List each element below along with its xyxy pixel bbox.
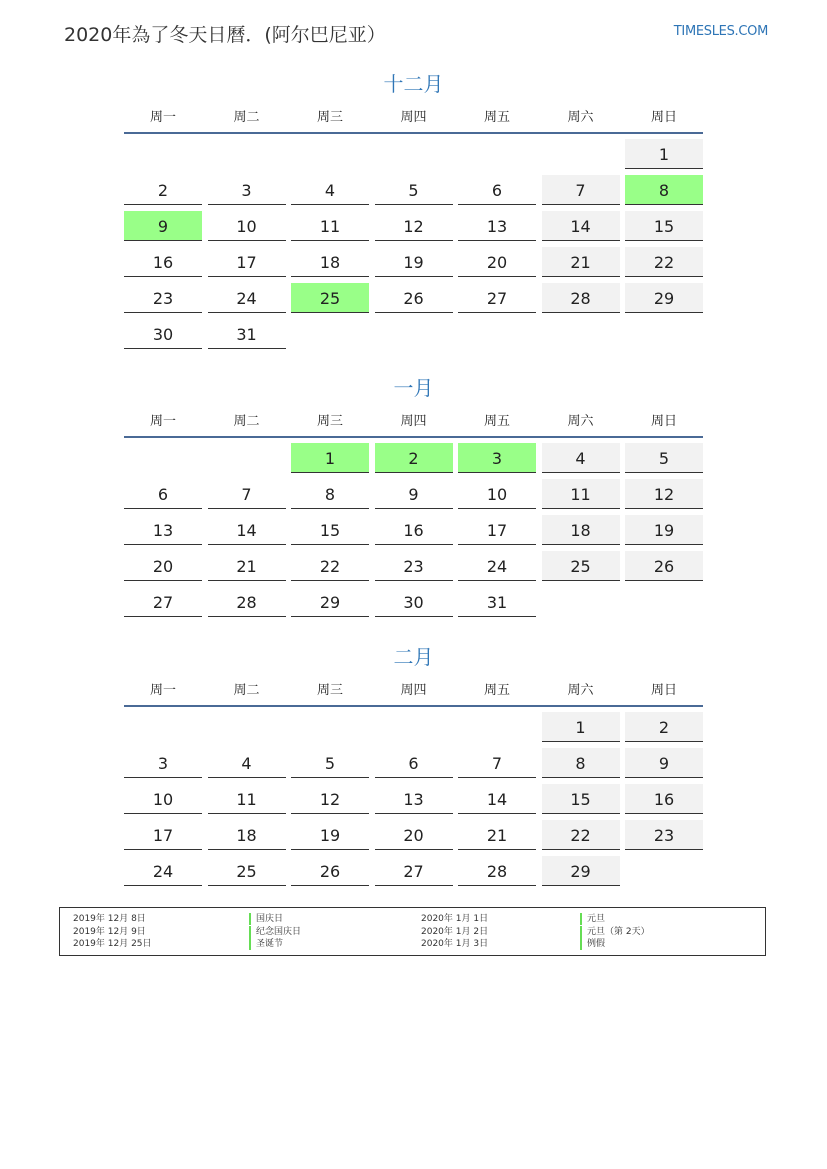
day-cell: 31 (208, 319, 286, 349)
day-cell: 27 (375, 856, 453, 886)
day-cell: 15 (625, 211, 703, 241)
day-cell: 17 (124, 820, 202, 850)
day-cell: 21 (208, 551, 286, 581)
day-cell: 13 (124, 515, 202, 545)
day-cell: 17 (458, 515, 536, 545)
day-cell: 16 (124, 247, 202, 277)
day-cell: 28 (208, 587, 286, 617)
month-title: 一月 (393, 376, 434, 400)
weekday-label: 周三 (316, 683, 343, 698)
day-cell: 1 (625, 139, 703, 169)
day-cell: 1 (542, 712, 620, 742)
weekday-label: 周一 (149, 414, 176, 429)
weekday-label: 周四 (400, 414, 427, 429)
day-cell: 20 (375, 820, 453, 850)
day-cell: 27 (124, 587, 202, 617)
day-cell: 22 (542, 820, 620, 850)
day-cell: 7 (542, 175, 620, 205)
month-title: 十二月 (383, 72, 444, 96)
weekday-label: 周三 (316, 110, 343, 125)
day-cell: 31 (458, 587, 536, 617)
weekday-label: 周五 (483, 683, 510, 698)
legend-date: 2019年 12月 25日 (73, 939, 152, 949)
day-cell: 23 (124, 283, 202, 313)
legend-date: 2019年 12月 9日 (73, 926, 146, 937)
day-cell: 11 (291, 211, 369, 241)
day-cell: 6 (458, 175, 536, 205)
legend-holiday-name: 例假 (580, 938, 605, 950)
month-february (124, 643, 703, 881)
day-cell: 6 (124, 479, 202, 509)
holiday-day-cell: 8 (625, 175, 703, 205)
day-cell: 23 (375, 551, 453, 581)
legend-holiday-name: 国庆日 (249, 913, 283, 925)
legend-date: 2020年 1月 3日 (421, 939, 489, 949)
holiday-day-cell: 3 (458, 443, 536, 473)
day-cell: 5 (375, 175, 453, 205)
day-cell: 22 (291, 551, 369, 581)
day-cell: 11 (542, 479, 620, 509)
weekday-label: 周一 (149, 110, 176, 125)
weekday-label: 周五 (483, 414, 510, 429)
day-cell: 24 (458, 551, 536, 581)
day-cell: 29 (542, 856, 620, 886)
day-cell: 5 (625, 443, 703, 473)
day-cell: 18 (208, 820, 286, 850)
day-cell: 16 (375, 515, 453, 545)
day-cell: 5 (291, 748, 369, 778)
legend-holiday-name: 元旦 (580, 913, 605, 925)
day-cell: 8 (291, 479, 369, 509)
day-cell: 11 (208, 784, 286, 814)
day-cell: 25 (208, 856, 286, 886)
day-cell: 18 (291, 247, 369, 277)
day-cell: 12 (625, 479, 703, 509)
weekday-header (124, 98, 703, 134)
day-cell: 3 (208, 175, 286, 205)
weekday-header (124, 402, 703, 438)
weekday-label: 周日 (650, 110, 677, 125)
day-cell: 29 (625, 283, 703, 313)
day-cell: 15 (291, 515, 369, 545)
holiday-legend (59, 907, 766, 956)
day-cell: 15 (542, 784, 620, 814)
day-cell: 4 (291, 175, 369, 205)
day-cell: 23 (625, 820, 703, 850)
day-cell: 26 (375, 283, 453, 313)
day-cell: 20 (124, 551, 202, 581)
day-cell: 20 (458, 247, 536, 277)
day-cell: 13 (458, 211, 536, 241)
day-cell: 9 (625, 748, 703, 778)
weekday-label: 周六 (567, 414, 594, 429)
weekday-label: 周二 (233, 414, 260, 429)
day-cell: 9 (375, 479, 453, 509)
legend-date: 2019年 12月 8日 (73, 914, 146, 924)
day-cell: 18 (542, 515, 620, 545)
day-cell: 3 (124, 748, 202, 778)
day-cell: 29 (291, 587, 369, 617)
holiday-day-cell: 9 (124, 211, 202, 241)
day-cell: 30 (375, 587, 453, 617)
legend-date: 2020年 1月 2日 (421, 926, 489, 937)
weekday-label: 周六 (567, 683, 594, 698)
day-cell: 30 (124, 319, 202, 349)
day-cell: 19 (625, 515, 703, 545)
day-cell: 26 (291, 856, 369, 886)
weekday-label: 周五 (483, 110, 510, 125)
legend-holiday-name: 圣诞节 (249, 938, 283, 950)
day-cell: 19 (375, 247, 453, 277)
day-cell: 21 (542, 247, 620, 277)
day-cell: 7 (458, 748, 536, 778)
site-link[interactable]: TIMESLES.COM (673, 24, 768, 39)
day-cell: 2 (625, 712, 703, 742)
day-cell: 10 (458, 479, 536, 509)
weekday-label: 周日 (650, 683, 677, 698)
weekday-label: 周日 (650, 414, 677, 429)
holiday-day-cell: 1 (291, 443, 369, 473)
day-cell: 21 (458, 820, 536, 850)
day-cell: 14 (542, 211, 620, 241)
day-cell: 27 (458, 283, 536, 313)
day-cell: 8 (542, 748, 620, 778)
day-cell: 12 (375, 211, 453, 241)
day-cell: 19 (291, 820, 369, 850)
month-december (124, 70, 703, 344)
weekday-label: 周四 (400, 683, 427, 698)
day-cell: 14 (458, 784, 536, 814)
weekday-header (124, 671, 703, 707)
legend-holiday-name: 元旦（第 2天） (580, 926, 650, 938)
weekday-label: 周二 (233, 110, 260, 125)
holiday-day-cell: 25 (291, 283, 369, 313)
day-cell: 10 (124, 784, 202, 814)
legend-holiday-name: 纪念国庆日 (249, 926, 301, 938)
day-cell: 22 (625, 247, 703, 277)
page-title: 2020年為了冬天日曆．(阿尔巴尼亚） (64, 24, 386, 46)
day-cell: 28 (458, 856, 536, 886)
weekday-label: 周三 (316, 414, 343, 429)
day-cell: 25 (542, 551, 620, 581)
weekday-label: 周二 (233, 683, 260, 698)
day-cell: 4 (542, 443, 620, 473)
month-title: 二月 (393, 645, 434, 669)
day-cell: 16 (625, 784, 703, 814)
day-cell: 4 (208, 748, 286, 778)
day-cell: 10 (208, 211, 286, 241)
weekday-label: 周四 (400, 110, 427, 125)
day-cell: 2 (124, 175, 202, 205)
month-january (124, 374, 703, 612)
day-cell: 26 (625, 551, 703, 581)
day-cell: 13 (375, 784, 453, 814)
day-cell: 17 (208, 247, 286, 277)
holiday-day-cell: 2 (375, 443, 453, 473)
weekday-label: 周六 (567, 110, 594, 125)
day-cell: 24 (208, 283, 286, 313)
day-cell: 7 (208, 479, 286, 509)
day-cell: 6 (375, 748, 453, 778)
legend-date: 2020年 1月 1日 (421, 914, 489, 924)
day-cell: 24 (124, 856, 202, 886)
day-cell: 12 (291, 784, 369, 814)
day-cell: 28 (542, 283, 620, 313)
day-cell: 14 (208, 515, 286, 545)
weekday-label: 周一 (149, 683, 176, 698)
